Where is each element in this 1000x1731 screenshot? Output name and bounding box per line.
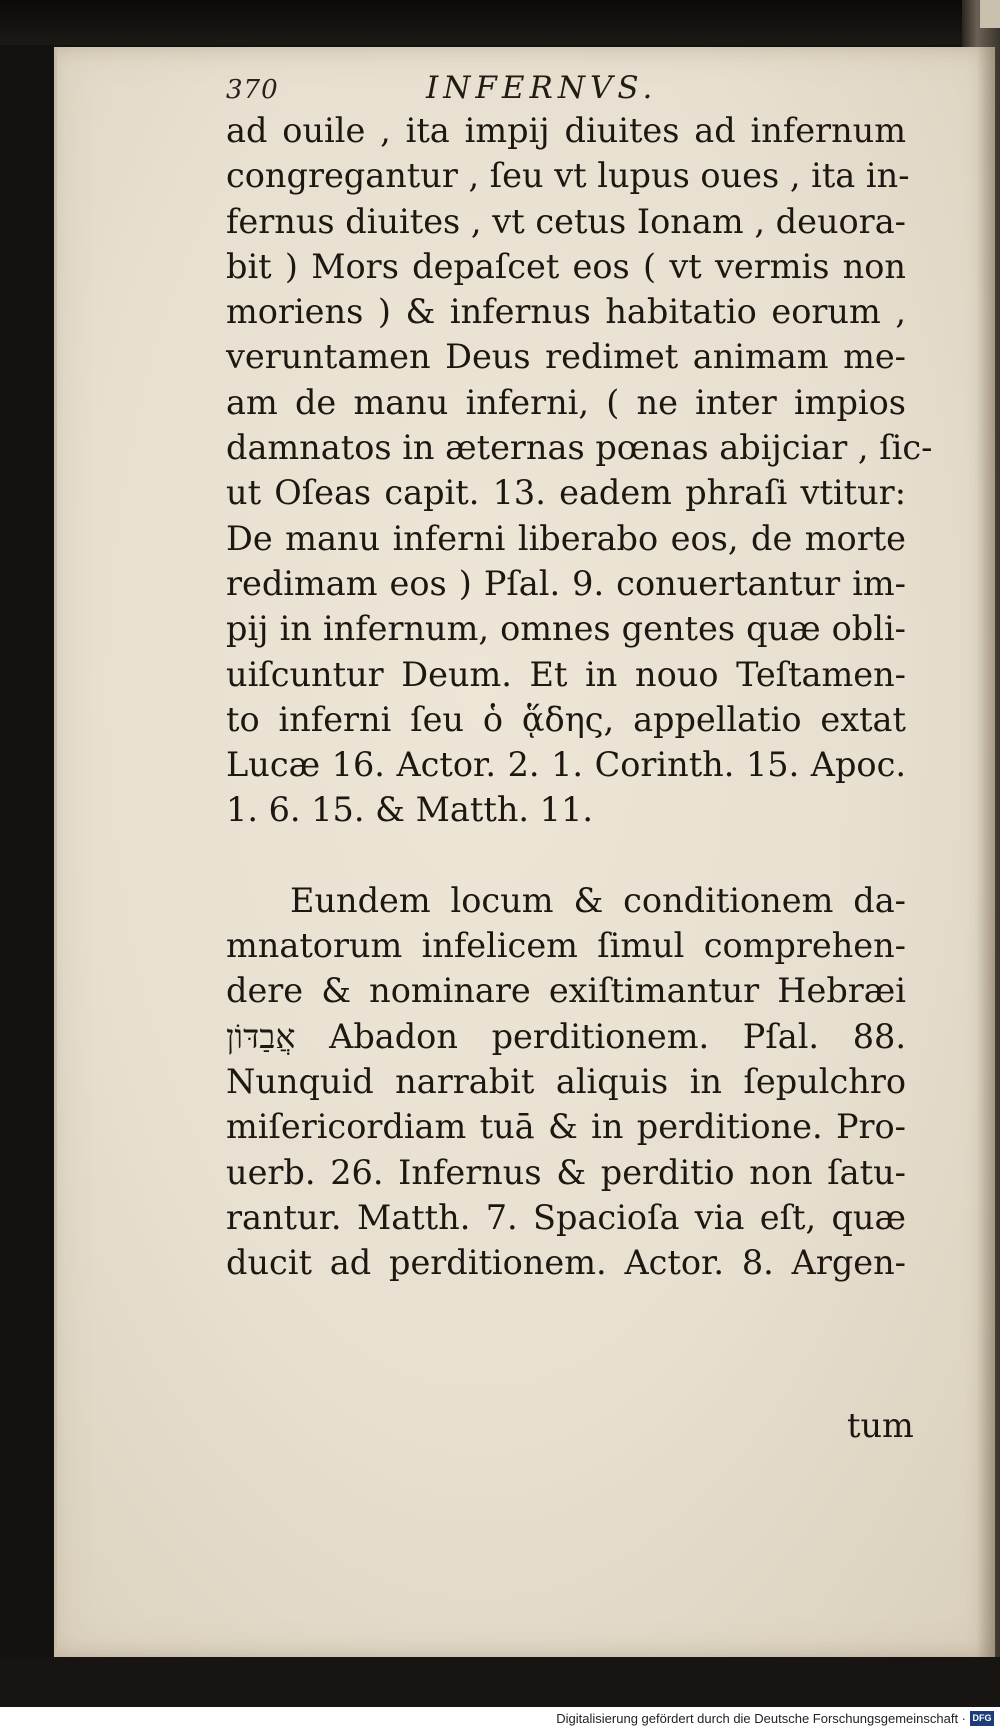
body-text [226,108,933,1285]
text-line: Eundem locum & conditionem da- [290,880,906,920]
text-line: to inferni ſeu ὁ ᾅδης, appellatio extat [226,699,906,739]
text-line: ducit ad perditionem. Actor. 8. Argen- [226,1243,906,1283]
facing-page-corner [980,0,1000,28]
text-line: veruntamen Deus redimet animam me- [226,337,906,377]
paragraph-1 [226,108,933,833]
text-line: dere & nominare exiſtimantur Hebræi [226,971,906,1011]
text-line: am de manu inferni, ( ne inter impios [226,382,906,422]
scan-top-margin [0,0,1000,45]
text-line: אֲבַדּוֹן Abadon perditionem. Pſal. 88. [226,1016,906,1056]
text-line: Nunquid narrabit aliquis in ſepulchro [226,1061,906,1101]
funding-credit: Digitalisierung gefördert durch die Deutsche Forschungsgemeinschaft · [556,1711,966,1726]
text-line: moriens ) & infernus habitatio eorum , [226,292,906,332]
text-line: bit ) Mors depaſcet eos ( vt vermis non [226,246,906,286]
gutter-shadow [977,47,995,1657]
text-line: De manu inferni liberabo eos, de morte [226,518,906,558]
text-line: mnatorum infelicem ſimul comprehen- [226,926,906,966]
paragraph-spacer [226,833,906,878]
text-line: miſericordiam tuā & in perditione. Pro- [226,1107,906,1147]
text-line: uiſcuntur Deum. Et in nouo Teſtamen- [226,654,906,694]
text-line: congregantur , ſeu vt lupus oues , ita in- [226,156,910,196]
dfg-logo[interactable]: DFG [970,1711,994,1726]
digitization-footer [0,1707,1000,1731]
text-line: 1. 6. 15. & Matth. 11. [226,790,593,830]
text-line: ut Oſeas capit. 13. eadem phraſi vtitur: [226,473,906,513]
text-line: fernus diuites , vt cetus Ionam , deuora- [226,201,906,241]
text-line: Lucæ 16. Actor. 2. 1. Corinth. 15. Apoc. [226,745,906,785]
running-head: INFERNVS. [426,70,658,106]
paragraph-2 [226,878,906,1286]
text-line: rantur. Matth. 7. Spacioſa via eſt, quæ [226,1197,906,1237]
page-number: 370 [226,75,279,105]
text-line: damnatos in æternas pœnas abijciar , ſic- [226,428,933,468]
text-line: redimam eos ) Pſal. 9. conuertantur im- [226,563,906,603]
catchword: tum [847,1406,914,1445]
text-line: pij in infernum, omnes gentes quæ obli- [226,609,906,649]
text-line: ad ouile , ita impij diuites ad infernum [226,111,906,150]
text-line: uerb. 26. Infernus & perditio non ſatu- [226,1152,906,1192]
scan-bottom-margin [0,1657,1000,1707]
